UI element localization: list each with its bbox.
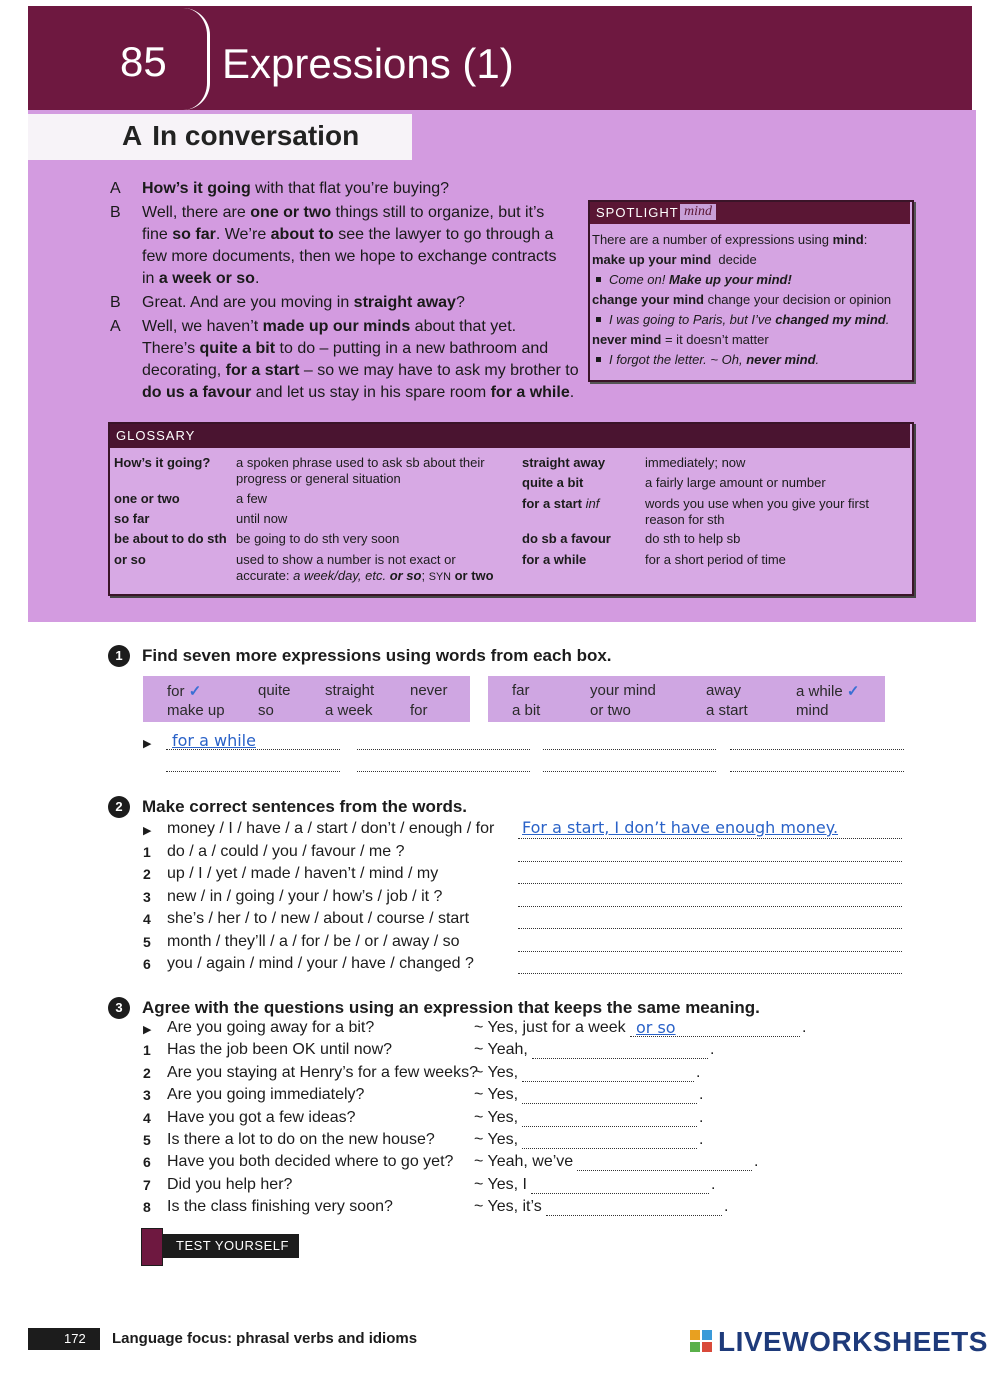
section-letter: A (122, 120, 143, 151)
test-yourself-label: TEST YOURSELF (176, 1238, 289, 1253)
word-option[interactable]: so (258, 702, 274, 719)
item-number: 2 (143, 1064, 151, 1081)
full-stop: . (724, 1198, 729, 1216)
item-number: 1 (143, 1042, 151, 1059)
item-number: 3 (143, 1087, 151, 1104)
reply-start: ~ Yeah, we’ve (474, 1153, 574, 1171)
glossary-definition: words you use when you give your first reason for sth (645, 496, 869, 527)
answer-line[interactable] (532, 1058, 708, 1059)
item-number: 3 (143, 888, 151, 905)
item-number: 2 (143, 866, 151, 882)
ex3-example-answer[interactable]: or so (636, 1018, 676, 1037)
dialogue-line: How’s it going with that flat you’re buying? (142, 180, 450, 197)
speaker-A: A (110, 318, 121, 335)
spotlight-line: Come on! Make up your mind! (592, 270, 908, 290)
prompt-words: up / I / yet / made / haven’t / mind / my (167, 865, 439, 882)
glossary-definition: a spoken phrase used to ask sb about their progress or general situation (236, 455, 485, 486)
answer-line[interactable] (357, 749, 530, 750)
dialogue-line: few more documents, then we hope to exchange contracts (142, 248, 557, 265)
word-option[interactable]: away (706, 682, 742, 699)
answer-line[interactable] (357, 771, 530, 772)
full-stop: . (754, 1153, 759, 1171)
reply-start: ~ Yes, (474, 1108, 519, 1126)
item-number: 7 (143, 1176, 151, 1193)
ex2-example-answer[interactable]: For a start, I don’t have enough money. (522, 818, 839, 837)
speaker-B: B (110, 204, 121, 221)
answer-line[interactable] (543, 771, 716, 772)
answer-line[interactable] (730, 749, 904, 750)
glossary-header (110, 424, 910, 448)
full-stop: . (696, 1063, 701, 1081)
answer-line[interactable] (543, 749, 716, 750)
word-option[interactable]: a bit (512, 702, 541, 719)
section-title (122, 120, 359, 152)
exercise-1-number: 1 (108, 645, 130, 667)
answer-line[interactable] (518, 883, 902, 884)
example-arrow-icon: ▶ (143, 738, 152, 750)
question: Are you staying at Henry’s for a few weeks? (167, 1063, 478, 1081)
word-option[interactable]: a while ✓ (796, 683, 860, 700)
glossary-term: do sb a favour (522, 531, 611, 546)
prompt-words: money / I / have / a / start / don’t / enough / for (167, 820, 495, 837)
page-title: Expressions (1) (222, 40, 514, 87)
glossary-term: straight away (522, 455, 606, 470)
item-number: 5 (143, 1132, 151, 1148)
glossary-definition: a few (236, 491, 268, 506)
dialogue-line: do us a favour and let us stay in his spare room for a while. (142, 384, 575, 401)
item-number: 6 (143, 1154, 151, 1171)
item-number: 4 (143, 911, 151, 927)
speaker-A: A (110, 180, 121, 197)
exercise-2-number: 2 (108, 796, 130, 818)
glossary-definition: immediately; now (645, 455, 746, 470)
question: Have you got a few ideas? (167, 1108, 356, 1126)
example-arrow-icon: ▶ (143, 1024, 152, 1036)
prompt-words: you / again / mind / your / have / changed ? (167, 955, 474, 972)
glossary-label: GLOSSARY (116, 428, 196, 443)
answer-line[interactable] (518, 838, 902, 839)
answer-line[interactable] (546, 1215, 722, 1216)
question: Are you going immediately? (167, 1086, 365, 1104)
word-option[interactable]: for (410, 702, 428, 719)
word-option[interactable]: your mind (590, 682, 656, 699)
spotlight-word: mind (680, 204, 716, 220)
dialogue-line: There’s quite a bit to do – putting in a new bathroom and (142, 340, 549, 357)
glossary-term: be about to do sth (114, 531, 227, 546)
dialogue-line: in a week or so. (142, 270, 260, 287)
full-stop: . (711, 1175, 716, 1193)
exercise-3-number: 3 (108, 997, 130, 1019)
item-number: 6 (143, 956, 151, 972)
answer-line[interactable] (531, 1193, 709, 1194)
reply-start: ~ Yeah, (474, 1041, 528, 1059)
word-option[interactable]: or two (590, 702, 631, 719)
reply-start: ~ Yes, it’s (474, 1198, 542, 1216)
answer-line[interactable] (166, 771, 340, 772)
answer-line[interactable] (577, 1170, 752, 1171)
answer-line[interactable] (518, 861, 902, 862)
footer-text: Language focus: phrasal verbs and idioms (112, 1330, 418, 1347)
word-option[interactable]: a week (325, 702, 373, 719)
reply-start: ~ Yes, (474, 1131, 519, 1148)
question: Is the class finishing very soon? (167, 1198, 393, 1216)
glossary-definition: until now (236, 511, 288, 526)
dialogue-line: Well, we haven’t made up our minds about that yet. (142, 318, 517, 335)
answer-line[interactable] (730, 771, 904, 772)
dialogue-line: Great. And are you moving in straight away? (142, 294, 465, 311)
exercise-1-title: Find seven more expressions using words from each box. (142, 646, 612, 665)
spotlight-line: I was going to Paris, but I’ve changed my mind. (592, 310, 908, 330)
word-option[interactable]: far (512, 682, 530, 699)
glossary-term: or so (114, 552, 146, 567)
notebook-icon (141, 1228, 163, 1266)
reply-start: ~ Yes, I (474, 1175, 527, 1193)
tick-icon: ✓ (188, 683, 202, 700)
dialogue-line: Well, there are one or two things still to organize, but it’s (142, 204, 545, 221)
glossary-definition: used to show a number is not exact or accurate: a week/day, etc. or so; SYN or two (236, 552, 494, 583)
answer-line[interactable] (518, 951, 902, 952)
section-title-text: In conversation (152, 120, 360, 151)
answer-line[interactable] (518, 973, 902, 974)
page-number: 172 (64, 1331, 86, 1346)
reply-start: ~ Yes, just for a week (474, 1019, 626, 1036)
unit-number: 85 (120, 38, 167, 85)
full-stop: . (699, 1131, 704, 1148)
spotlight-line: There are a number of expressions using mind: (592, 232, 868, 247)
reply-start: ~ Yes, (474, 1063, 519, 1081)
question: Have you both decided where to go yet? (167, 1153, 454, 1171)
item-number: 4 (143, 1109, 151, 1126)
item-number: 5 (143, 933, 151, 950)
full-stop: . (710, 1041, 715, 1059)
spotlight-line: change your mind change your decision or opinion (592, 292, 892, 307)
full-stop: . (699, 1086, 704, 1104)
prompt-words: month / they’ll / a / for / be / or / away / so (167, 932, 460, 950)
spotlight-line: never mind = it doesn’t matter (592, 332, 769, 347)
glossary-term: for a start inf (522, 496, 600, 511)
reply-start: ~ Yes, (474, 1086, 519, 1104)
answer-line[interactable] (518, 906, 902, 907)
header-divider (183, 8, 210, 110)
dialogue-line: decorating, for a start – so we may have to ask my brother to (142, 362, 579, 379)
glossary-term: for a while (522, 552, 587, 567)
glossary-term: quite a bit (522, 475, 584, 490)
ex1-example-answer[interactable]: for a while (172, 731, 256, 750)
liveworksheets-brand: LIVEWORKSHEETS (718, 1326, 988, 1357)
glossary-definition: a fairly large amount or number (645, 475, 826, 490)
word-option[interactable]: a start (706, 702, 748, 719)
item-number: 1 (143, 843, 151, 860)
tick-icon: ✓ (846, 683, 860, 700)
example-arrow-icon: ▶ (143, 825, 152, 837)
answer-line[interactable] (518, 928, 902, 929)
answer-line[interactable] (522, 1148, 697, 1149)
answer-line[interactable] (522, 1126, 697, 1127)
word-option[interactable]: make up (167, 702, 225, 719)
glossary-term: so far (114, 511, 150, 526)
word-option[interactable]: never (410, 682, 448, 699)
answer-line[interactable] (522, 1103, 697, 1104)
spotlight-line: make up your mind decide (592, 252, 757, 267)
glossary-definition: do sth to help sb (645, 531, 741, 546)
item-number: 8 (143, 1199, 151, 1216)
dialogue-line: fine so far. We’re about to see the lawyer to go through a (142, 226, 554, 243)
glossary-definition: be going to do sth very soon (236, 531, 400, 546)
answer-line[interactable] (522, 1081, 694, 1082)
prompt-words: do / a / could / you / favour / me ? (167, 842, 405, 860)
full-stop: . (699, 1108, 704, 1126)
exercise-2-title: Make correct sentences from the words. (142, 797, 468, 816)
prompt-words: new / in / going / your / how’s / job / it ? (167, 887, 443, 905)
full-stop: . (802, 1019, 807, 1036)
question: Are you going away for a bit? (167, 1019, 375, 1036)
word-option[interactable]: quite (258, 682, 291, 699)
prompt-words: she’s / her / to / new / about / course / start (167, 910, 470, 927)
speaker-B: B (110, 294, 121, 311)
glossary-term: one or two (114, 491, 180, 506)
exercise-3-title: Agree with the questions using an expression that keeps the same meaning. (142, 998, 760, 1017)
question: Is there a lot to do on the new house? (167, 1131, 435, 1148)
spotlight-line: I forgot the letter. ~ Oh, never mind. (592, 350, 908, 370)
glossary-term: How’s it going? (114, 455, 211, 470)
spotlight-label: SPOTLIGHT (596, 205, 679, 220)
question: Has the job been OK until now? (167, 1041, 393, 1059)
liveworksheets-logo-icon (690, 1330, 712, 1352)
word-option[interactable]: for ✓ (167, 683, 202, 700)
word-option[interactable]: mind (796, 702, 829, 719)
glossary-definition: for a short period of time (645, 552, 786, 567)
answer-line[interactable] (166, 749, 340, 750)
word-option[interactable]: straight (325, 682, 375, 699)
question: Did you help her? (167, 1175, 293, 1193)
